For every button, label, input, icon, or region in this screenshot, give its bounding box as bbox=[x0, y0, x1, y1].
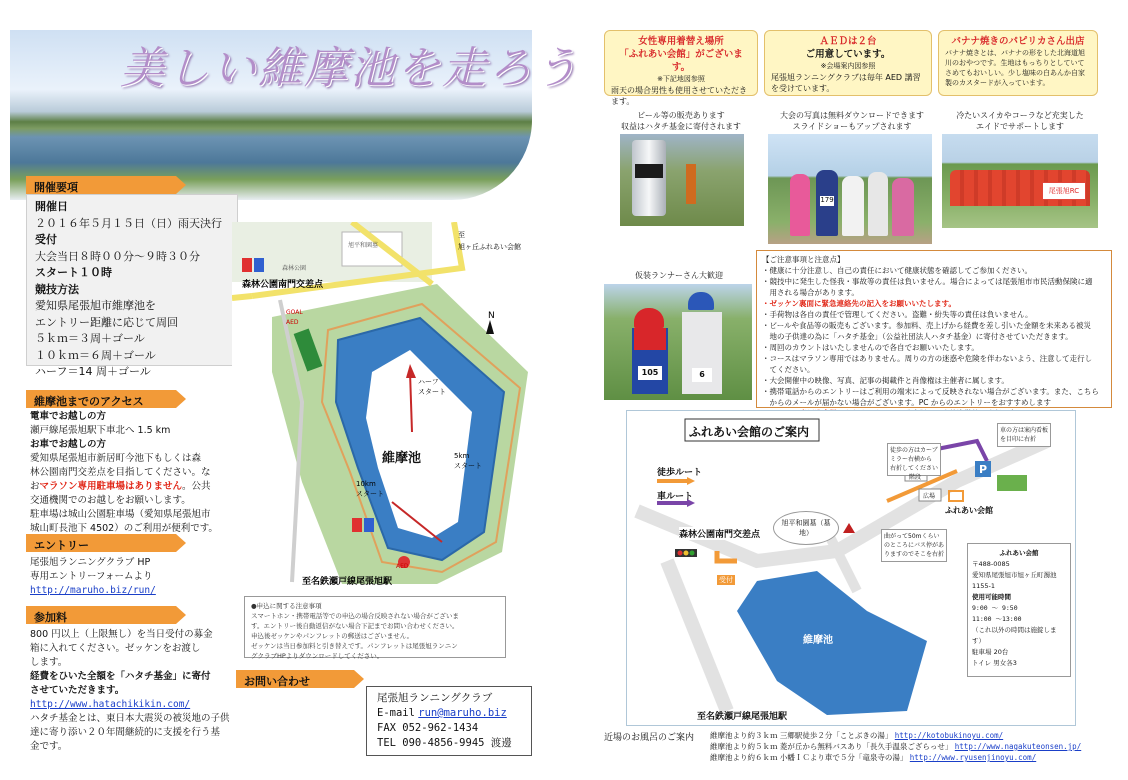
box-text: 雨天の場合男性も使用させていただきます。 bbox=[611, 86, 747, 106]
station-label: 至名鉄瀬戸線尾張旭駅 bbox=[697, 712, 788, 722]
section-header-arrow bbox=[176, 606, 186, 624]
fureai-map-title: ふれあい会館のご案内 bbox=[689, 425, 810, 439]
section-header-entry: エントリー bbox=[26, 534, 176, 552]
fee-donation: させていただきます。 bbox=[30, 685, 125, 696]
svg-text:AED: AED bbox=[396, 563, 409, 570]
legend-car: 車ルート bbox=[657, 492, 694, 502]
ten-start: 10km bbox=[356, 480, 376, 488]
method-line: ハーフ＝14 周＋ゴール bbox=[35, 365, 151, 378]
car-label: お車でお越しの方 bbox=[30, 439, 107, 450]
bib-number: 6 bbox=[692, 368, 712, 382]
fureai-map-frame bbox=[626, 410, 1076, 726]
rules-title: 【ご注意事項と注意点】 bbox=[762, 255, 845, 264]
parking-text: 城山町長池下 4502）のご利用が便利です。 bbox=[30, 523, 218, 534]
five-start: 5km bbox=[454, 452, 470, 460]
reception-label: 受付 bbox=[35, 233, 57, 246]
parking-text: 駐車場は城山公園駐車場（愛知県尾張旭市 bbox=[30, 509, 211, 520]
fee-text: 箱に入れてください。ゼッケンをお渡し bbox=[30, 643, 201, 654]
car-text: 交通機関でのお越しをお願いします。 bbox=[30, 495, 191, 506]
caption-beer: ビール等の販売あります 収益はハタチ基金に寄付されます bbox=[621, 111, 741, 131]
date-label: 開催日 bbox=[35, 200, 68, 213]
notes-line: ゼッケンは当日参加料と引き替えです。パンフレットは尾張旭ランニン bbox=[251, 642, 458, 650]
to-label: 至 bbox=[458, 231, 465, 239]
fureai-label: 旭ヶ丘ふれあい会館 bbox=[458, 243, 521, 251]
fee-block bbox=[30, 628, 242, 754]
notes-line: す。エントリー後自動返信がない場合下記までお問い合わせください。 bbox=[251, 622, 459, 630]
entry-text: 尾張旭ランニングクラブ HP bbox=[30, 557, 151, 568]
hall-label: ふれあい会館 bbox=[945, 506, 993, 515]
bib-number: 105 bbox=[638, 366, 662, 380]
start-time: スタート１０時 bbox=[35, 266, 112, 279]
page-title: 美しい維摩池を走ろう bbox=[120, 43, 580, 94]
rules-box bbox=[756, 250, 1112, 408]
train-label: 電車でお越しの方 bbox=[30, 411, 107, 422]
info-box-aed bbox=[764, 30, 932, 96]
bath-row: 維摩池より約３ｋｍ 三郷駅徒歩２分「ことぶきの湯」 http://kotobukinoyu.com/ bbox=[710, 731, 1004, 740]
box-title: 「ふれあい会館」がございます。 bbox=[619, 49, 743, 73]
caption-photos: 大会の写真は無料ダウンロードできます スライドショーもアップされます bbox=[780, 111, 924, 131]
method-line: １０ｋｍ＝６周＋ゴール bbox=[35, 348, 156, 362]
box-title: ご用意しています。 bbox=[805, 49, 891, 60]
rules-line: ・コースはマラソン専用ではありません。周りの方の迷惑や危険を伴わないよう、注意して走行し bbox=[762, 354, 1093, 363]
rules-line: ・周回のカウントはいたしませんので各自でお願いいたします。 bbox=[762, 343, 979, 352]
notes-line: グクラブHPよりダウンロードしてください。 bbox=[251, 652, 384, 660]
box-title: バナナ焼きのパピリカさん出店 bbox=[951, 36, 1085, 47]
notes-box bbox=[244, 596, 506, 658]
access-block bbox=[30, 410, 240, 536]
note-turn: 曲がって50mくらい のところにバス停があ りますのでそこを右折 bbox=[881, 529, 947, 562]
box-sub: ※下記地図参照 bbox=[657, 75, 705, 83]
intersection-label: 森林公園南門交差点 bbox=[242, 280, 324, 290]
svg-text:旭平和園墓: 旭平和園墓 bbox=[348, 242, 379, 249]
bath-link[interactable]: http://kotobukinoyu.com/ bbox=[894, 731, 1004, 740]
hall-info-box: ふれあい会館 〒488-0085 愛知県尾張旭市旭ヶ丘町濁池 1155-1 使用可能時間 9:00 ～ 9:50 11:00 ～13:00 （これ以外の時間は施錠します） 駐車場 20台 トイレ 男女各3 bbox=[967, 543, 1071, 677]
baths-list bbox=[710, 730, 1122, 763]
email-link[interactable]: run@maruho.biz bbox=[418, 707, 507, 719]
event-info-box bbox=[26, 194, 238, 378]
method-line: 愛知県尾張旭市維摩池を bbox=[35, 299, 156, 312]
section-header-contact: お問い合わせ bbox=[236, 670, 354, 688]
section-header-fee: 参加料 bbox=[26, 606, 176, 624]
box-text: 尾張旭ランニングクラブは毎年 AED 講習を受けています。 bbox=[771, 73, 921, 93]
section-header-arrow bbox=[176, 534, 186, 552]
parking-icon: P bbox=[979, 463, 988, 476]
aid-photo bbox=[942, 134, 1098, 228]
rules-line-emergency: ・ゼッケン裏面に緊急連絡先の記入をお願いいたします。 bbox=[762, 299, 956, 308]
hatachi-desc: 達に寄り添い２０年間継続的に支援を行う基 bbox=[30, 727, 221, 738]
section-header-arrow bbox=[176, 390, 186, 408]
rules-line: ・ビールや食品等の販売もございます。参加料、売上げから経費を差し引いた金額を未来ある被災 bbox=[762, 321, 1091, 330]
entry-block bbox=[30, 556, 240, 598]
fee-text: します。 bbox=[30, 657, 68, 668]
svg-text:スタート: スタート bbox=[356, 490, 384, 498]
team-banner: 尾張旭RC bbox=[1042, 182, 1086, 200]
legend-walk: 徒歩ルート bbox=[657, 468, 703, 478]
event-date: ２０１６年５月１５日（日）雨天決行 bbox=[35, 216, 222, 230]
svg-text:森林公園: 森林公園 bbox=[282, 265, 307, 272]
notes-title: ●申込に関する注意事項 bbox=[251, 602, 322, 610]
svg-text:スタート: スタート bbox=[418, 388, 446, 396]
bath-row: 維摩池より約６ｋｍ 小幡ＩＣより車で５分「竜泉寺の湯」 http://www.ryusenjinoyu.com/ bbox=[710, 753, 1037, 762]
costume-photo bbox=[604, 284, 752, 400]
fee-text: 800 円以上（上限無し）を当日受付の募金 bbox=[30, 629, 213, 640]
method-line: エントリー距離に応じて周回 bbox=[35, 315, 178, 329]
svg-text:スタート: スタート bbox=[454, 462, 482, 470]
goal-label: GOAL bbox=[286, 309, 303, 316]
half-start: ハーフ bbox=[418, 378, 439, 386]
method-label: 競技方法 bbox=[35, 282, 79, 296]
section-header-access: 維摩池までのアクセス bbox=[26, 390, 176, 408]
section-header-kaisai: 開催要項 bbox=[26, 176, 176, 194]
caption-aid: 冷たいスイカやコーラなど充実した エイドでサポートします bbox=[956, 111, 1084, 131]
baths-label: 近場のお風呂のご案内 bbox=[604, 733, 695, 743]
plaza-label: 広場 bbox=[923, 493, 936, 500]
box-text: バナナ焼きとは、バナナの形をした北海道旭川のおやつです。生地はもっちりとしていてさめてもおいしい。少し塩味の白あんか自家製のカスタードが入っています。 bbox=[945, 49, 1085, 87]
rules-line: ・携帯電話からのエントリーはご利用の端末によって反映されない場合がございます。また、こちら bbox=[762, 387, 1099, 396]
contact-tel: TEL 090-4856-9945 渡邊 bbox=[377, 737, 512, 749]
reception-label: 受付 bbox=[719, 576, 733, 584]
course-map bbox=[232, 222, 548, 592]
hatachi-link[interactable]: http://www.hatachikikin.com/ bbox=[30, 699, 191, 710]
fee-donation: 経費をひいた全額を「ハタチ基金」に寄付 bbox=[30, 671, 211, 682]
aed-label: AED bbox=[286, 319, 299, 326]
bath-link[interactable]: http://www.nagakuteonsen.jp/ bbox=[954, 742, 1082, 751]
contact-email: E-mail run@maruho.biz bbox=[377, 707, 507, 719]
entry-text: 専用エントリーフォームより bbox=[30, 571, 153, 582]
rules-line: からのメールが届かない場合がございます。PC からのエントリーをおすすめします bbox=[762, 398, 1051, 407]
rules-line: てください。 bbox=[762, 365, 815, 374]
stairs-label: 階段 bbox=[909, 474, 922, 481]
rules-line: ・健康に十分注意し、自己の責任において健康状態を確認してご参加ください。 bbox=[762, 266, 1032, 275]
notes-line: 申込後ゼッケンやパンフレットの郵送はございません。 bbox=[251, 632, 414, 640]
train-text: 瀬戸線尾張旭駅下車北へ 1.5 km bbox=[30, 425, 171, 436]
car-text: 林公園南門交差点を目指してください。な bbox=[30, 467, 211, 478]
section-header-arrow bbox=[176, 176, 186, 194]
hatachi-desc: ハタチ基金とは、東日本大震災の被災地の子供 bbox=[30, 713, 230, 724]
club-name: 尾張旭ランニングクラブ bbox=[377, 692, 493, 704]
group-photo bbox=[768, 134, 932, 244]
rules-line: ・競技中に発生した怪我・事故等の責任は負いません。場合によっては尾張旭市市民活動保険に適 bbox=[762, 277, 1093, 286]
bath-link[interactable]: http://www.ryusenjinoyu.com/ bbox=[909, 753, 1037, 762]
cemetery-label: 旭平和園墓（墓地） bbox=[773, 511, 839, 545]
box-title: ＡＥＤは２台 bbox=[819, 36, 877, 47]
lake-label: 維摩池 bbox=[382, 451, 422, 466]
contact-box bbox=[366, 686, 532, 756]
bib-number: 179 bbox=[820, 196, 834, 204]
rules-line: ・手荷物は各自の責任で管理してください。盗難・紛失等の責任は負いません。 bbox=[762, 310, 1033, 319]
intersection-label: 森林公園南門交差点 bbox=[679, 527, 760, 540]
box-sub: ※会場案内図参照 bbox=[820, 62, 876, 70]
bath-row: 維摩池より約５ｋｍ 菱が丘から無料バスあり「長久手温泉ござらっせ」 http://www.nagakuteonsen.jp/ bbox=[710, 742, 1082, 751]
lake-label: 維摩池 bbox=[803, 635, 833, 646]
station-label: 至名鉄瀬戸線尾張旭駅 bbox=[302, 577, 393, 587]
note-car: 車の方は案内看板 を目印に右折 bbox=[997, 423, 1051, 447]
box-title: 女性専用着替え場所 bbox=[638, 36, 724, 47]
contact-fax: FAX 052-962-1434 bbox=[377, 722, 479, 734]
beer-photo bbox=[620, 134, 744, 226]
method-line: ５ｋｍ＝３周＋ゴール bbox=[35, 332, 145, 345]
north-label: N bbox=[488, 311, 495, 321]
info-box-banana bbox=[938, 30, 1098, 96]
note-walk: 徒歩の方はカーブ ミラー右横から 右折してください bbox=[887, 443, 941, 476]
rules-line: ・大会開催中の映像、写真、記事の掲載件と肖像権は主催者に属します。 bbox=[762, 376, 1009, 385]
info-box-changing-room bbox=[604, 30, 758, 106]
no-parking-warning: マラソン専用駐車場はありません bbox=[39, 481, 183, 492]
notes-line: スマートホン・携帯電話等での申込の場合反映されない場合がございま bbox=[251, 612, 459, 620]
rules-line: 用される場合があります。 bbox=[762, 288, 859, 297]
caption-costume: 仮装ランナーさん大歓迎 bbox=[635, 271, 723, 280]
rules-line: 地の子供達の為に「ハタチ基金」（公益社団法人ハタチ基金）に寄付させていただきます。 bbox=[762, 332, 1073, 341]
reception-time: 大会当日８時００分～９時３０分 bbox=[35, 249, 200, 263]
car-text: 愛知県尾張旭市新居町今池下もしくは森 bbox=[30, 453, 202, 464]
entry-link[interactable]: http://maruho.biz/run/ bbox=[30, 585, 156, 596]
hatachi-desc: 金です。 bbox=[30, 741, 68, 752]
section-header-arrow bbox=[354, 670, 364, 688]
car-text: おマラソン専用駐車場はありません。公共 bbox=[30, 481, 211, 492]
